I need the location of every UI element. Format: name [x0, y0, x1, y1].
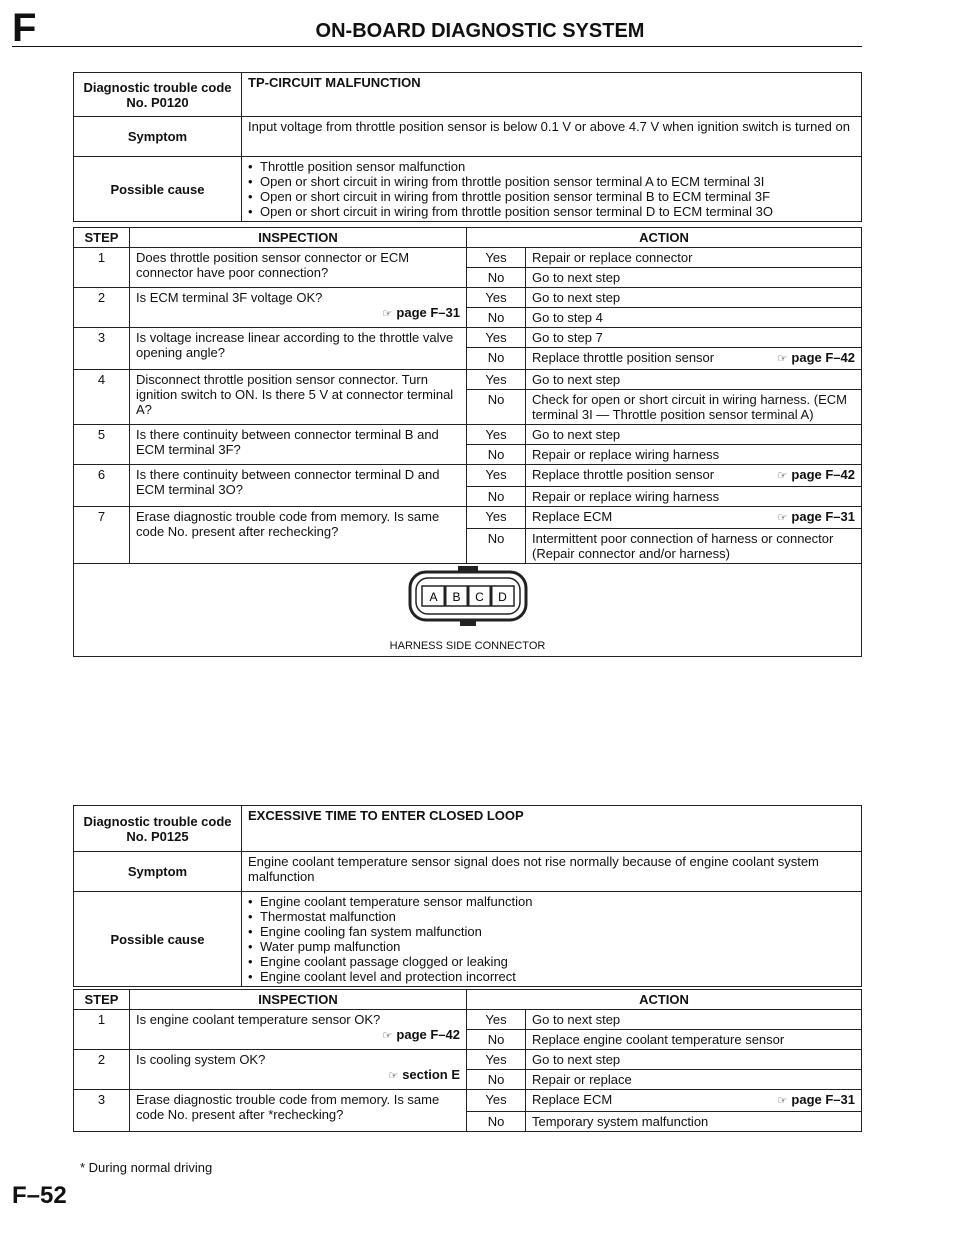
dtc-title: EXCESSIVE TIME TO ENTER CLOSED LOOP	[242, 806, 862, 852]
no-action	[526, 308, 862, 328]
connector-caption: HARNESS SIDE CONNECTOR	[389, 640, 546, 652]
col-inspection-header: INSPECTION	[130, 228, 467, 248]
possible-cause-item: • Open or short circuit in wiring from throttle position sensor terminal A to ECM terminal 3I	[248, 174, 855, 189]
reference-hand-icon: ☞	[777, 353, 788, 365]
col-action-header: ACTION	[467, 228, 862, 248]
yes-action	[526, 288, 862, 308]
yes-label: Yes	[467, 1010, 526, 1030]
inspection-cell	[130, 1010, 467, 1050]
no-action	[526, 445, 862, 465]
inspection-ref	[136, 305, 460, 322]
connector-terminal-label: A	[428, 590, 438, 604]
table-row	[74, 465, 862, 487]
inspection-cell	[130, 507, 467, 564]
no-action	[526, 1030, 862, 1050]
inspection-cell	[130, 425, 467, 465]
inspection-cell	[130, 328, 467, 370]
dtc-p0125-steps-table	[73, 989, 862, 1132]
table-row	[74, 1010, 862, 1030]
yes-action	[526, 1010, 862, 1030]
action-text: Go to next step	[532, 372, 621, 387]
inspection-ref	[136, 1067, 460, 1084]
reference-hand-icon: ☞	[777, 512, 788, 524]
step-number: 1	[74, 1010, 130, 1050]
action-ref	[778, 350, 855, 367]
step-number: 1	[74, 248, 130, 288]
symptom-text: Engine coolant temperature sensor signal does not rise normally because of engine coolant system malfunction	[242, 852, 862, 892]
action-text: Temporary system malfunction	[532, 1114, 709, 1129]
possible-cause-item: • Open or short circuit in wiring from throttle position sensor terminal D to ECM terminal 3O	[248, 204, 855, 219]
yes-label: Yes	[467, 425, 526, 445]
yes-label: Yes	[467, 507, 526, 529]
possible-cause-list	[248, 159, 855, 219]
inspection-cell	[130, 1050, 467, 1090]
step-number: 3	[74, 328, 130, 370]
page-reference: page F–42	[791, 467, 855, 482]
no-label: No	[467, 529, 526, 564]
yes-action	[526, 248, 862, 268]
step-number: 6	[74, 465, 130, 507]
symptom-label: Symptom	[74, 117, 242, 157]
no-label: No	[467, 1112, 526, 1132]
step-number: 3	[74, 1090, 130, 1132]
page-reference: page F–31	[396, 305, 460, 320]
possible-cause-item: • Water pump malfunction	[248, 939, 855, 954]
action-text: Go to next step	[532, 270, 621, 285]
col-step-header: STEP	[74, 228, 130, 248]
action-text: Go to next step	[532, 290, 621, 305]
table-row	[74, 507, 862, 529]
inspection-ref	[136, 1027, 460, 1044]
table-row	[74, 328, 862, 348]
action-ref	[778, 1092, 855, 1109]
no-label: No	[467, 445, 526, 465]
table-row	[74, 1050, 862, 1070]
no-label: No	[467, 268, 526, 288]
action-ref	[778, 509, 855, 526]
symptom-text: Input voltage from throttle position sensor is below 0.1 V or above 4.7 V when ignition switch is turned on	[242, 117, 862, 157]
inspection-cell	[130, 288, 467, 328]
table-row	[74, 370, 862, 390]
harness-connector-icon	[398, 566, 538, 634]
action-text: Go to step 4	[532, 310, 603, 325]
action-text: Replace throttle position sensor	[532, 467, 715, 482]
yes-label: Yes	[467, 328, 526, 348]
action-text: Intermittent poor connection of harness or connector (Repair connector and/or harness)	[532, 531, 834, 561]
no-action	[526, 390, 862, 425]
possible-cause-list-cell	[242, 157, 862, 222]
action-text: Go to next step	[532, 427, 621, 442]
possible-cause-item: • Engine coolant level and protection incorrect	[248, 969, 855, 984]
action-text: Replace ECM	[532, 1092, 613, 1107]
step-number: 7	[74, 507, 130, 564]
action-text: Go to step 7	[532, 330, 603, 345]
yes-label: Yes	[467, 288, 526, 308]
reference-hand-icon: ☞	[382, 1030, 393, 1042]
connector-figure	[74, 564, 862, 657]
yes-action	[526, 370, 862, 390]
action-text: Repair or replace wiring harness	[532, 447, 720, 462]
inspection-text: Is ECM terminal 3F voltage OK?	[136, 290, 323, 305]
page-number: F–52	[12, 1182, 67, 1209]
yes-action	[526, 1090, 862, 1112]
inspection-text: Erase diagnostic trouble code from memory. Is same code No. present after *rechecking?	[136, 1092, 440, 1122]
inspection-text: Is there continuity between connector terminal B and ECM terminal 3F?	[136, 427, 439, 457]
inspection-text: Is voltage increase linear according to the throttle valve opening angle?	[136, 330, 454, 360]
symptom-label: Symptom	[74, 852, 242, 892]
dtc-title: TP-CIRCUIT MALFUNCTION	[242, 73, 862, 117]
reference-hand-icon: ☞	[777, 470, 788, 482]
inspection-cell	[130, 248, 467, 288]
no-label: No	[467, 1030, 526, 1050]
yes-label: Yes	[467, 1050, 526, 1070]
inspection-text: Disconnect throttle position sensor connector. Turn ignition switch to ON. Is there 5 V at connector terminal A?	[136, 372, 454, 417]
inspection-text: Is engine coolant temperature sensor OK?	[136, 1012, 381, 1027]
yes-label: Yes	[467, 370, 526, 390]
action-text: Go to next step	[532, 1012, 621, 1027]
page-reference: page F–42	[396, 1027, 460, 1042]
page-reference: page F–31	[791, 1092, 855, 1107]
yes-label: Yes	[467, 248, 526, 268]
table-row	[74, 288, 862, 308]
possible-cause-list-cell	[242, 892, 862, 987]
inspection-text: Erase diagnostic trouble code from memory. Is same code No. present after rechecking?	[136, 509, 440, 539]
possible-cause-item: • Throttle position sensor malfunction	[248, 159, 855, 174]
yes-action	[526, 465, 862, 487]
yes-action	[526, 425, 862, 445]
step-number: 2	[74, 1050, 130, 1090]
possible-cause-item: • Engine coolant passage clogged or leaking	[248, 954, 855, 969]
inspection-cell	[130, 465, 467, 507]
no-label: No	[467, 348, 526, 370]
action-text: Repair or replace wiring harness	[532, 489, 720, 504]
connector-terminal-label: C	[474, 590, 484, 604]
page-reference: page F–31	[791, 509, 855, 524]
inspection-text: Is cooling system OK?	[136, 1052, 266, 1067]
inspection-text: Is there continuity between connector terminal D and ECM terminal 3O?	[136, 467, 440, 497]
dtc-p0120-steps-table	[73, 227, 862, 657]
action-text: Replace throttle position sensor	[532, 350, 715, 365]
table-row	[74, 248, 862, 268]
yes-action	[526, 328, 862, 348]
no-action	[526, 348, 862, 370]
no-label: No	[467, 308, 526, 328]
action-text: Replace ECM	[532, 509, 613, 524]
inspection-cell	[130, 370, 467, 425]
possible-cause-item: • Open or short circuit in wiring from throttle position sensor terminal B to ECM terminal 3F	[248, 189, 855, 204]
dtc-p0125-info-table	[73, 805, 862, 987]
no-label: No	[467, 487, 526, 507]
page-title: ON-BOARD DIAGNOSTIC SYSTEM	[315, 20, 645, 42]
step-number: 2	[74, 288, 130, 328]
reference-hand-icon: ☞	[777, 1095, 788, 1107]
possible-cause-item: • Engine coolant temperature sensor malfunction	[248, 894, 855, 909]
reference-hand-icon: ☞	[382, 308, 393, 320]
yes-label: Yes	[467, 465, 526, 487]
action-text: Repair or replace	[532, 1072, 632, 1087]
possible-cause-label: Possible cause	[74, 892, 242, 987]
action-text: Check for open or short circuit in wiring harness. (ECM terminal 3I — Throttle position sensor terminal A)	[532, 392, 848, 422]
table-row	[74, 1090, 862, 1112]
possible-cause-list	[248, 894, 855, 984]
yes-action	[526, 507, 862, 529]
dtc-p0120-info-table	[73, 72, 862, 222]
no-label: No	[467, 390, 526, 425]
footnote: * During normal driving	[80, 1160, 213, 1175]
header-rule	[12, 46, 862, 47]
col-inspection-header: INSPECTION	[130, 990, 467, 1010]
action-text: Replace engine coolant temperature sensor	[532, 1032, 785, 1047]
inspection-text: Does throttle position sensor connector or ECM connector have poor connection?	[136, 250, 410, 280]
dtc-code-label: Diagnostic trouble code No. P0120	[74, 73, 242, 117]
possible-cause-item: • Engine cooling fan system malfunction	[248, 924, 855, 939]
yes-action	[526, 1050, 862, 1070]
step-number: 4	[74, 370, 130, 425]
dtc-code-label: Diagnostic trouble code No. P0125	[74, 806, 242, 852]
action-text: Go to next step	[532, 1052, 621, 1067]
action-text: Repair or replace connector	[532, 250, 693, 265]
connector-terminal-label: B	[451, 590, 461, 604]
table-row	[74, 425, 862, 445]
possible-cause-item: • Thermostat malfunction	[248, 909, 855, 924]
page-reference: page F–42	[791, 350, 855, 365]
possible-cause-label: Possible cause	[74, 157, 242, 222]
col-step-header: STEP	[74, 990, 130, 1010]
inspection-cell	[130, 1090, 467, 1132]
section-letter: F	[12, 6, 37, 50]
no-action	[526, 268, 862, 288]
action-ref	[778, 467, 855, 484]
reference-hand-icon: ☞	[388, 1070, 399, 1082]
page-reference: section E	[402, 1067, 460, 1082]
no-action	[526, 1070, 862, 1090]
no-action	[526, 529, 862, 564]
connector-terminal-label: D	[497, 590, 507, 604]
no-label: No	[467, 1070, 526, 1090]
no-action	[526, 487, 862, 507]
no-action	[526, 1112, 862, 1132]
step-number: 5	[74, 425, 130, 465]
yes-label: Yes	[467, 1090, 526, 1112]
col-action-header: ACTION	[467, 990, 862, 1010]
